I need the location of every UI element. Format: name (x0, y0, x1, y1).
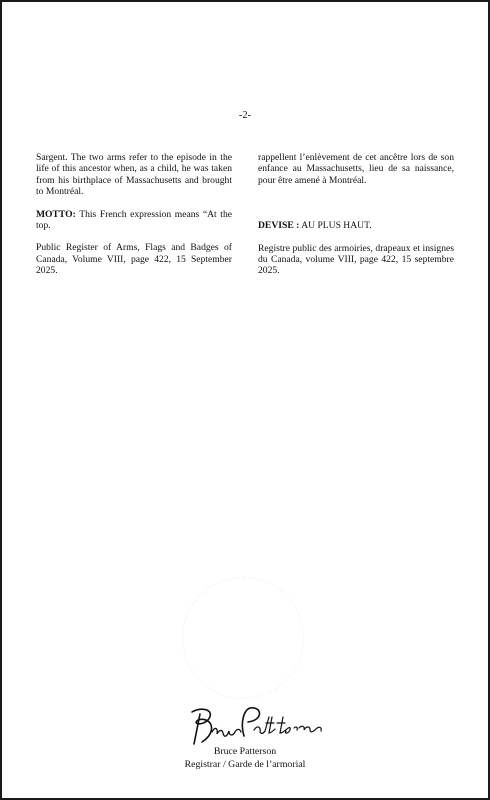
french-devise-paragraph (258, 220, 454, 231)
devise-label: DEVISE : (258, 220, 300, 232)
faint-seal-watermark (182, 577, 304, 699)
motto-label: MOTTO: (36, 208, 76, 220)
french-column (258, 152, 454, 288)
signatory-title: Registrar / Garde de l’armorial (184, 759, 306, 770)
english-continuation-paragraph: Sargent. The two arms refer to the episode in the life of this ancestor when, as a child, he was taken from his birthplace of Massachusetts and brought to Montréal. (36, 152, 232, 198)
english-motto-paragraph (36, 209, 232, 232)
devise-text: AU PLUS HAUT. (299, 220, 372, 232)
english-register-paragraph: Public Register of Arms, Flags and Badges of Canada, Volume VIII, page 422, 15 September 2025. (36, 242, 232, 277)
signatory-name: Bruce Patterson (213, 746, 277, 757)
english-column (36, 152, 232, 288)
french-continuation-paragraph: rappellent l’enlèvement de cet ancêtre lors de son enfance au Massachusetts, lieu de sa naissance, pour être amené à Montréal. (258, 152, 454, 186)
page-number: -2- (238, 110, 252, 121)
french-register-paragraph: Registre public des armoiries, drapeaux et insignes du Canada, volume VIII, page 422, 15 septembre 2025. (258, 242, 454, 277)
handwritten-signature (178, 702, 328, 750)
motto-text: This French expression means “At the top. (36, 208, 232, 232)
